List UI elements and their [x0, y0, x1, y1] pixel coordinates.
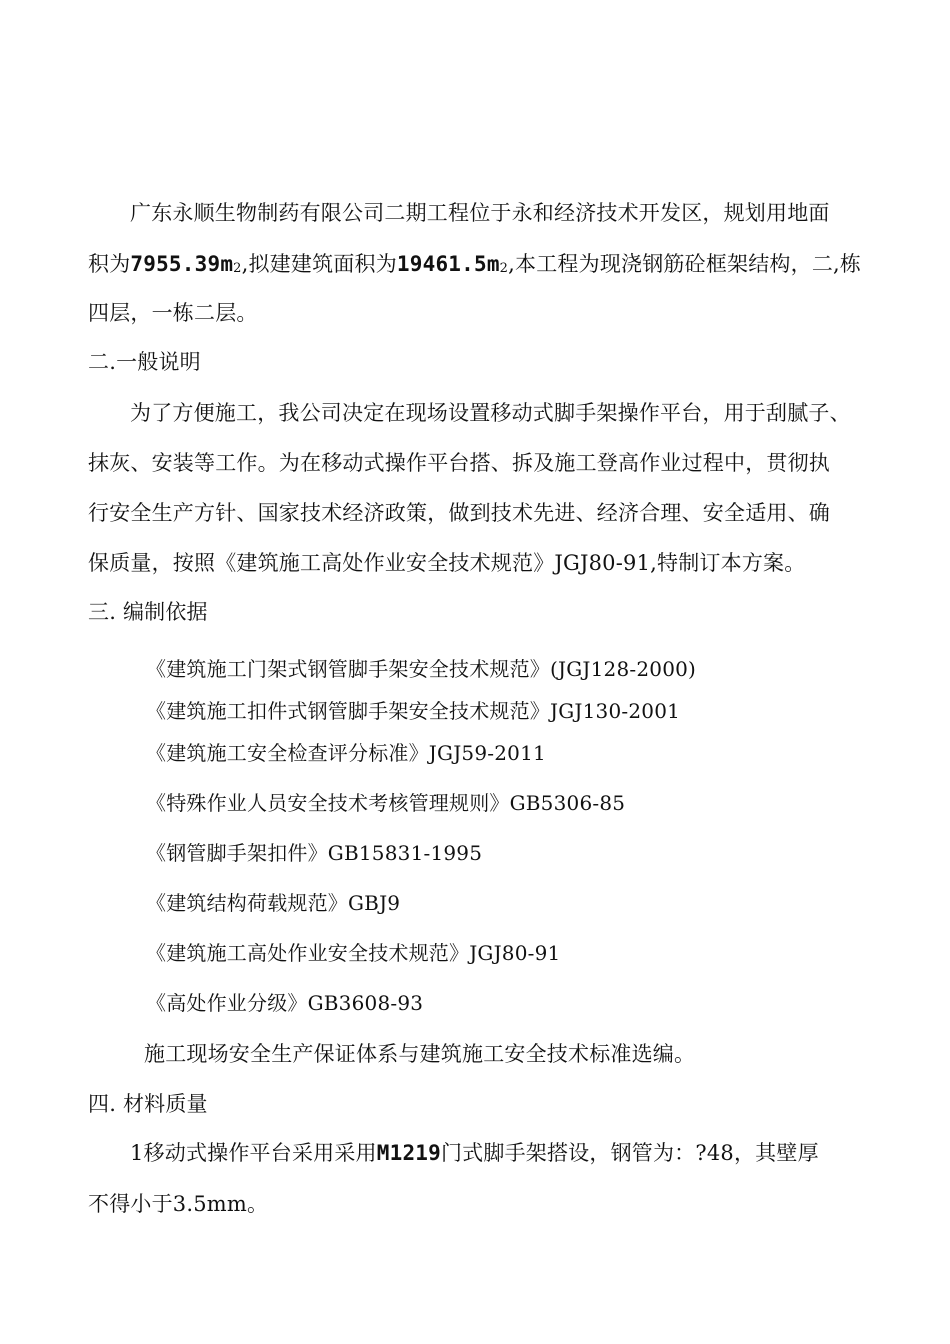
section-2-line: 抹灰、安装等工作。为在移动式操作平台搭、拆及施工登高作业过程中，贯彻执 — [88, 451, 830, 475]
reference-item: 《建筑结构荷载规范》GBJ9 — [146, 891, 401, 915]
reference-item: 《特殊作业人员安全技术考核管理规则》GB5306-85 — [146, 791, 626, 815]
item-1-text-b: 门式脚手架搭设，钢管为：?48，其壁厚 — [440, 1141, 819, 1165]
intro-text-b: ,拟建建筑面积为 — [241, 252, 397, 276]
land-area-value: 7955.39 — [130, 252, 221, 276]
intro-line-2 — [88, 249, 861, 284]
section-4-heading: 四. 材料质量 — [88, 1092, 208, 1116]
reference-item: 《建筑施工安全检查评分标准》JGJ59-2011 — [146, 741, 546, 765]
item-1-text-a: 1移动式操作平台采用采用 — [130, 1141, 377, 1165]
area-unit-1: m — [220, 252, 234, 276]
reference-item: 《建筑施工扣件式钢管脚手架安全技术规范》JGJ130-2001 — [146, 699, 681, 723]
section-4-item-1 — [130, 1138, 819, 1168]
intro-text-a: 积为 — [88, 252, 131, 276]
section-2-line: 保质量，按照《建筑施工高处作业安全技术规范》JGJ80-91,特制订本方案。 — [88, 551, 806, 575]
intro-line-1: 广东永顺生物制药有限公司二期工程位于永和经济技术开发区，规划用地面 — [130, 201, 830, 225]
scaffold-model: M1219 — [376, 1141, 441, 1165]
section-2-heading: 二.一般说明 — [88, 350, 201, 374]
reference-item: 《建筑施工门架式钢管脚手架安全技术规范》(JGJ128-2000) — [146, 657, 697, 681]
reference-item: 《钢管脚手架扣件》GB15831-1995 — [146, 841, 483, 865]
section-4-item-1-cont: 不得小于3.5mm。 — [88, 1192, 269, 1216]
build-area-value: 19461.5 — [396, 252, 487, 276]
section-3-heading: 三. 编制依据 — [88, 600, 208, 624]
section-3-note: 施工现场安全生产保证体系与建筑施工安全技术标准选编。 — [144, 1042, 696, 1066]
area-unit-1-exp: 2 — [233, 261, 242, 276]
section-2-line: 为了方便施工，我公司决定在现场设置移动式脚手架操作平台，用于刮腻子、 — [130, 401, 851, 425]
area-unit-2: m — [486, 252, 500, 276]
area-unit-2-exp: 2 — [499, 261, 509, 276]
reference-item: 《高处作业分级》GB3608-93 — [146, 991, 424, 1015]
section-2-line: 行安全生产方针、国家技术经济政策，做到技术先进、经济合理、安全适用、确 — [88, 501, 830, 525]
intro-line-3: 四层，一栋二层。 — [88, 301, 258, 325]
intro-text-c: ,本工程为现浇钢筋砼框架结构，二,栋 — [508, 252, 862, 276]
reference-item: 《建筑施工高处作业安全技术规范》JGJ80-91 — [146, 941, 561, 965]
